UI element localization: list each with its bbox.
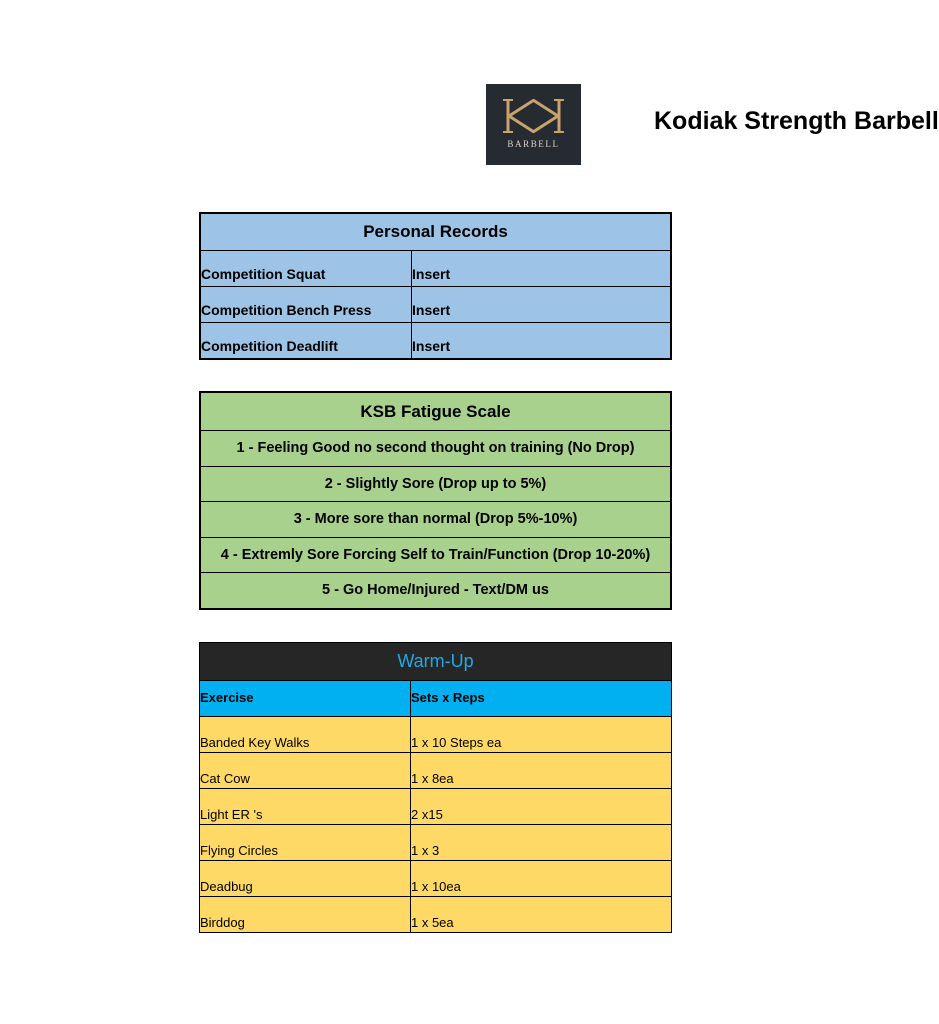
exercise-sets-reps: 1 x 8ea: [411, 771, 454, 786]
exercise-sets-reps: 1 x 10ea: [411, 879, 461, 894]
list-item: [201, 572, 670, 608]
fatigue-level-5: 5 - Go Home/Injured - Text/DM us: [322, 582, 549, 599]
exercise-sets-reps: 1 x 3: [411, 843, 440, 858]
record-label: Competition Bench Press: [201, 287, 412, 322]
warmup-title: Warm-Up: [397, 651, 474, 671]
table-row: [201, 322, 670, 358]
record-label: Competition Deadlift: [201, 323, 412, 358]
column-header-exercise: Exercise: [200, 681, 411, 716]
exercise-name: Deadbug: [200, 861, 411, 896]
table-row: [200, 896, 671, 932]
fatigue-level-2: 2 - Slightly Sore (Drop up to 5%): [324, 475, 547, 492]
kk-monogram-icon: [486, 84, 581, 144]
list-item: [201, 430, 670, 466]
list-item: [201, 501, 670, 537]
exercise-name: Birddog: [200, 897, 411, 932]
fatigue-scale-table: [199, 391, 672, 610]
table-header-row: [200, 680, 671, 716]
list-item: [201, 537, 670, 573]
table-title-row: [201, 214, 670, 250]
table-title-row: [200, 643, 671, 680]
heading-clip: [654, 104, 939, 138]
record-label: Competition Squat: [201, 251, 412, 286]
exercise-name: Light ER 's: [200, 789, 411, 824]
fatigue-level-1: 1 - Feeling Good no second thought on training (No Drop): [236, 440, 635, 457]
fatigue-level-3: 3 - More sore than normal (Drop 5%-10%): [293, 511, 578, 528]
brand-logo: [486, 84, 581, 165]
logo-wordmark: BARBELL: [507, 139, 560, 149]
table-row: [200, 716, 671, 752]
table-row: [201, 286, 670, 322]
table-row: [200, 860, 671, 896]
record-value[interactable]: Insert: [412, 338, 451, 354]
list-item: [201, 466, 670, 502]
exercise-name: Cat Cow: [200, 753, 411, 788]
exercise-sets-reps: 1 x 5ea: [411, 915, 454, 930]
fatigue-level-4: 4 - Extremly Sore Forcing Self to Train/Function (Drop 10-20%): [220, 546, 651, 563]
table-row: [200, 752, 671, 788]
table-row: [200, 824, 671, 860]
table-title-row: [201, 393, 670, 430]
fatigue-scale-title: KSB Fatigue Scale: [360, 401, 511, 421]
exercise-sets-reps: 2 x15: [411, 807, 443, 822]
exercise-sets-reps: 1 x 10 Steps ea: [411, 735, 502, 750]
personal-records-title: Personal Records: [363, 222, 508, 241]
exercise-name: Banded Key Walks: [200, 717, 411, 752]
personal-records-table: [199, 212, 672, 360]
warmup-table: [199, 642, 672, 933]
table-row: [201, 250, 670, 286]
record-value[interactable]: Insert: [412, 302, 451, 318]
column-header-sets-reps: Sets x Reps: [411, 690, 485, 705]
record-value[interactable]: Insert: [412, 266, 451, 282]
exercise-name: Flying Circles: [200, 825, 411, 860]
table-row: [200, 788, 671, 824]
page-title: Kodiak Strength Barbell: [654, 107, 939, 135]
